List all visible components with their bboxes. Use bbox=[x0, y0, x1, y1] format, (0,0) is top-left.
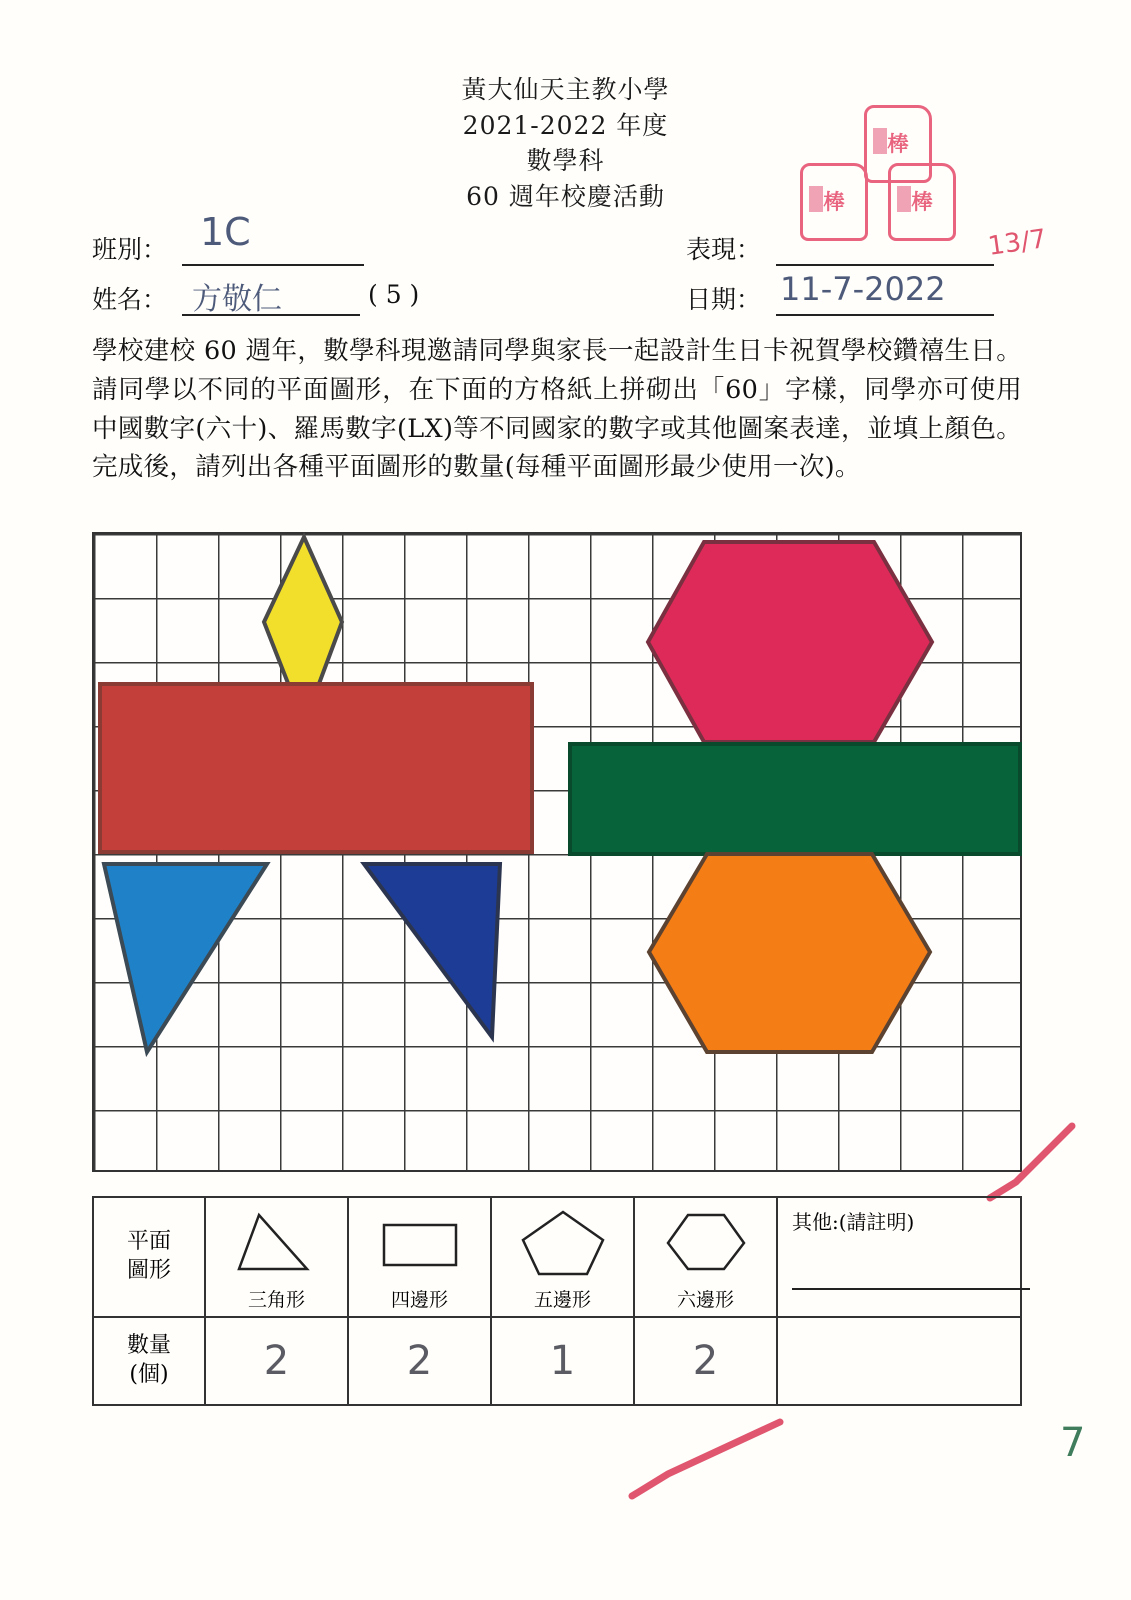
class-underline bbox=[182, 264, 364, 266]
performance-label: 表現： bbox=[686, 235, 762, 264]
pentagon-icon bbox=[492, 1198, 633, 1285]
legend-cell-quadrilateral bbox=[349, 1198, 492, 1316]
legend-cell-other[interactable] bbox=[778, 1198, 1020, 1316]
hexagon-icon bbox=[635, 1198, 776, 1285]
table-row-counts bbox=[94, 1316, 1020, 1404]
pink-hexagon bbox=[648, 542, 932, 742]
blue-triangle-left bbox=[104, 864, 267, 1052]
date-underline bbox=[776, 314, 994, 316]
marker-date-note: 13/7 bbox=[986, 224, 1049, 262]
row-header-count-line2: (個) bbox=[129, 1362, 169, 1387]
row-header-shape bbox=[94, 1198, 206, 1316]
name-value[interactable]: 方敬仁 bbox=[192, 282, 282, 317]
row-header-shape-line1: 平面 bbox=[126, 1229, 171, 1255]
count-value-pentagon[interactable]: 1 bbox=[549, 1338, 576, 1384]
subject: 數學科 bbox=[526, 146, 605, 175]
date-value[interactable]: 11-7-2022 bbox=[780, 270, 946, 308]
legend-label-pentagon: 五邊形 bbox=[533, 1289, 591, 1311]
count-cell-other[interactable] bbox=[778, 1318, 1020, 1404]
triangle-icon bbox=[206, 1198, 347, 1285]
orange-hexagon bbox=[649, 854, 930, 1052]
count-cell-pentagon[interactable] bbox=[492, 1318, 635, 1404]
count-value-other[interactable] bbox=[792, 1326, 1006, 1396]
thumbs-up-icon: 棒 bbox=[888, 163, 956, 241]
other-label: 其他:(請註明) bbox=[792, 1210, 915, 1234]
count-value-triangle[interactable]: 2 bbox=[263, 1338, 290, 1384]
green-rectangle bbox=[570, 744, 1020, 854]
performance-underline bbox=[776, 264, 994, 266]
thumbs-up-icon: 棒 bbox=[864, 105, 932, 183]
school-name: 黃大仙天主教小學 bbox=[461, 75, 670, 104]
tail-mark: 7 bbox=[1060, 1420, 1086, 1466]
school-year: 2021-2022 年度 bbox=[462, 110, 669, 140]
name-label: 姓名： bbox=[92, 285, 168, 314]
legend-cell-hexagon bbox=[635, 1198, 778, 1316]
row-header-count-line1: 數量 bbox=[126, 1333, 171, 1359]
quadrilateral-icon bbox=[349, 1198, 490, 1285]
name-suffix: ( 5 ) bbox=[368, 280, 420, 309]
legend-label-triangle: 三角形 bbox=[247, 1289, 305, 1311]
student-fields bbox=[0, 210, 1131, 318]
thumbs-up-icon: 棒 bbox=[800, 163, 868, 241]
blue-triangle-right bbox=[364, 864, 500, 1037]
row-header-count bbox=[94, 1318, 206, 1404]
row-header-shape-line2: 圖形 bbox=[126, 1258, 171, 1283]
instructions-paragraph: 學校建校 60 週年，數學科現邀請同學與家長一起設計生日卡祝賀學校鑽禧生日。請同學以不同的平面圖形，在下面的方格紙上拼砌出「60」字樣，同學亦可使用中國數字(六十)、羅馬數字(LX)等不同國家的數字或其他圖案表達，並填上顏色。完成後，請列出各種平面圖形的數量(每種平面圖形最少使用一次)。 bbox=[92, 336, 1022, 483]
class-value[interactable]: 1C bbox=[200, 210, 251, 254]
legend-label-quadrilateral: 四邊形 bbox=[390, 1289, 448, 1311]
count-cell-quadrilateral[interactable] bbox=[349, 1318, 492, 1404]
legend-label-hexagon: 六邊形 bbox=[676, 1289, 734, 1311]
shape-count-table bbox=[92, 1196, 1022, 1406]
legend-cell-pentagon bbox=[492, 1198, 635, 1316]
teacher-stamp bbox=[770, 105, 970, 235]
red-rectangle bbox=[100, 684, 532, 852]
date-label: 日期： bbox=[686, 285, 762, 314]
table-row-shapes bbox=[94, 1198, 1020, 1316]
student-drawing bbox=[92, 532, 1022, 1172]
drawing-area[interactable] bbox=[92, 532, 1022, 1172]
count-value-quadrilateral[interactable]: 2 bbox=[406, 1338, 433, 1384]
event-title: 60 週年校慶活動 bbox=[466, 181, 665, 211]
count-cell-hexagon[interactable] bbox=[635, 1318, 778, 1404]
count-cell-triangle[interactable] bbox=[206, 1318, 349, 1404]
class-label: 班別： bbox=[92, 235, 168, 264]
legend-cell-triangle bbox=[206, 1198, 349, 1316]
count-value-hexagon[interactable]: 2 bbox=[692, 1338, 719, 1384]
other-underline bbox=[792, 1288, 1030, 1290]
tick-mark-bottom bbox=[620, 1418, 800, 1508]
